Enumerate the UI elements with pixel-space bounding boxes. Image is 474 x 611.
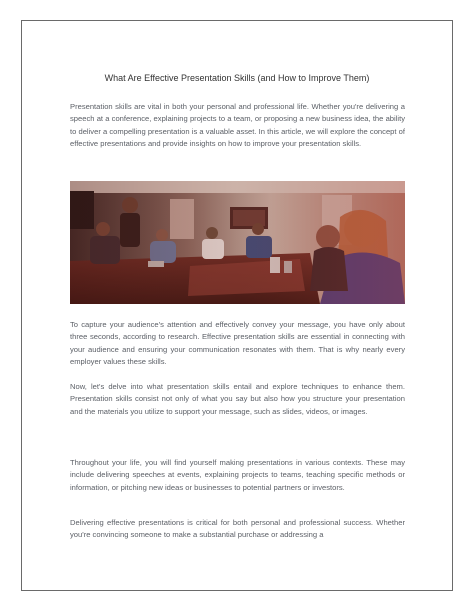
photo-illustration <box>70 181 405 304</box>
paragraph-intro: Presentation skills are vital in both your personal and professional life. Whether you're delivering a speech at a conference, explaining projects to a team, or proposing a new business idea, the ability to deliver a compelling presentation is a valuable asset. In this article, we will explore the concept of effective presentations and provide insights on how to improve your presentation skills. <box>70 102 405 148</box>
meeting-room-photo-icon <box>70 181 405 304</box>
paragraph-contexts: Throughout your life, you will find yourself making presentations in various contexts. These may include delivering speeches at events, explaining projects to teams, teaching specific methods or information, or pitching new ideas or businesses to potential partners or investors. <box>70 458 405 492</box>
paragraph-skills: Now, let's delve into what presentation skills entail and explore techniques to enhance them. Presentation skills consist not only of what you say but also how you structure your presentation and the materials you utilize to support your message, such as slides, videos, or images. <box>70 382 405 416</box>
paragraph-success: Delivering effective presentations is critical for both personal and professional success. Whether you're convincing someone to make a substantial purchase or addressing a <box>70 518 405 540</box>
document-title: What Are Effective Presentation Skills (and How to Improve Them) <box>104 73 370 83</box>
document-page <box>21 20 453 591</box>
paragraph-attention: To capture your audience's attention and effectively convey your message, you have only about three seconds, according to research. Effective presentation skills are essential in connecting with your audience and ensuring your communication resonates with them. That is why nearly every employer values these skills. <box>70 320 405 366</box>
